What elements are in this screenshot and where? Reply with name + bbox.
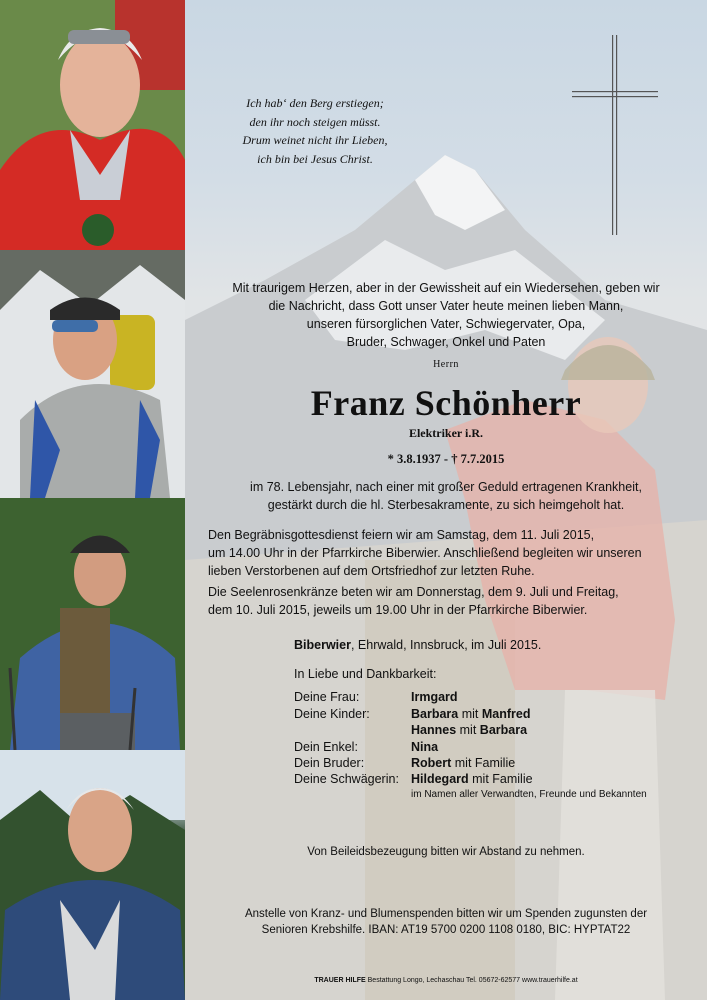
condolence-note: Von Beileidsbezeugung bitten wir Abstand zu nehmen.	[307, 846, 585, 858]
child-1-with: mit	[461, 707, 479, 721]
photo-man-mountain-view	[0, 750, 185, 1000]
place-rest: , Ehrwald, Innsbruck, im Juli 2015.	[350, 638, 542, 652]
salutation: Herrn	[433, 359, 459, 370]
child-1-name: Barbara	[411, 707, 459, 721]
wife-name	[411, 690, 458, 704]
child-2	[411, 723, 527, 737]
intro-line: die Nachricht, dass Gott unser Vater heute meinen lieben Mann,	[268, 299, 624, 313]
grandchild-label: Dein Enkel:	[294, 740, 358, 754]
brother	[411, 756, 515, 770]
others-line: im Namen aller Verwandten, Freunde und Bekannten	[411, 789, 647, 800]
intro-line: unseren fürsorglichen Vater, Schwiegervater, Opa,	[306, 317, 586, 331]
grandchild	[411, 740, 438, 754]
photo-portrait-red-jacket	[0, 0, 185, 250]
child-2-name: Hannes	[411, 723, 457, 737]
lebensjahr-text	[185, 478, 707, 514]
intro-line: Mit traurigem Herzen, aber in der Gewissheit auf ein Wiedersehen, geben wir	[232, 281, 660, 295]
poem-line: ich bin bei Jesus Christ.	[257, 151, 373, 166]
child-2-partner: Barbara	[479, 723, 528, 737]
child-1-partner: Manfred	[481, 707, 531, 721]
deceased-name: Franz Schönherr	[310, 383, 582, 423]
deceased-profession: Elektriker i.R.	[408, 426, 484, 440]
funeral-text	[208, 526, 680, 580]
footer	[185, 977, 707, 984]
intro-line: Bruder, Schwager, Onkel und Paten	[346, 335, 546, 349]
place-date	[294, 638, 541, 652]
rosary-text	[208, 583, 680, 619]
funeral-line: um 14.00 Uhr in der Pfarrkirche Biberwier. Anschließend begleiten wir unseren	[208, 546, 642, 560]
lebensjahr-line: gestärkt durch die hl. Sterbesakramente, zu sich heimgeholt hat.	[267, 498, 625, 512]
footer-text: Bestattung Longo, Lechaschau Tel. 05672-62577 www.trauerhilfe.at	[365, 977, 578, 984]
sisterinlaw	[411, 772, 533, 786]
brother-label: Dein Bruder:	[294, 756, 365, 770]
wife-label: Deine Frau:	[294, 690, 360, 704]
child-1	[411, 707, 531, 721]
sisterinlaw-name: Hildegard	[411, 772, 469, 786]
footer-brand: TRAUER HILFE	[314, 977, 366, 984]
sisterinlaw-label: Deine Schwägerin:	[294, 772, 399, 786]
cross-icon	[572, 35, 658, 235]
donation-line: Anstelle von Kranz- und Blumenspenden bitten wir um Spenden zugunsten der	[244, 908, 648, 920]
photo-hiker-forest	[0, 498, 185, 750]
funeral-line: lieben Verstorbenen auf dem Ortsfriedhof zur letzten Ruhe.	[208, 564, 535, 578]
rosary-line: dem 10. Juli 2015, jeweils um 19.00 Uhr in der Pfarrkirche Biberwier.	[208, 603, 588, 617]
brother-rest: mit Familie	[454, 756, 516, 770]
life-dates: * 3.8.1937 - † 7.7.2015	[387, 452, 505, 466]
poem-line: Ich hab‘ den Berg erstiegen;	[246, 96, 384, 110]
poem-line: Drum weinet nicht ihr Lieben,	[242, 133, 388, 147]
poem-line: den ihr noch steigen müsst.	[249, 114, 381, 129]
rosary-line: Die Seelenrosenkränze beten wir am Donnerstag, dem 9. Juli und Freitag,	[208, 585, 619, 599]
wife-name-text: Irmgard	[411, 690, 458, 704]
photo-hiker-snow	[0, 250, 185, 498]
lebensjahr-line: im 78. Lebensjahr, nach einer mit großer Geduld ertragenen Krankheit,	[250, 480, 642, 494]
poem	[225, 94, 405, 168]
gratitude-line: In Liebe und Dankbarkeit:	[294, 667, 437, 681]
donation-line: Senioren Krebshilfe. IBAN: AT19 5700 0200 1108 0180, BIC: HYPTAT22	[261, 924, 631, 936]
brother-name: Robert	[411, 756, 452, 770]
children-label: Deine Kinder:	[294, 707, 370, 721]
intro-text	[185, 279, 707, 351]
funeral-line: Den Begräbnisgottesdienst feiern wir am Samstag, dem 11. Juli 2015,	[208, 528, 595, 542]
place-main: Biberwier	[294, 638, 351, 652]
sisterinlaw-rest: mit Familie	[472, 772, 533, 786]
grandchild-name: Nina	[411, 740, 439, 754]
child-2-with: mit	[459, 723, 477, 737]
donation-note	[185, 906, 707, 938]
